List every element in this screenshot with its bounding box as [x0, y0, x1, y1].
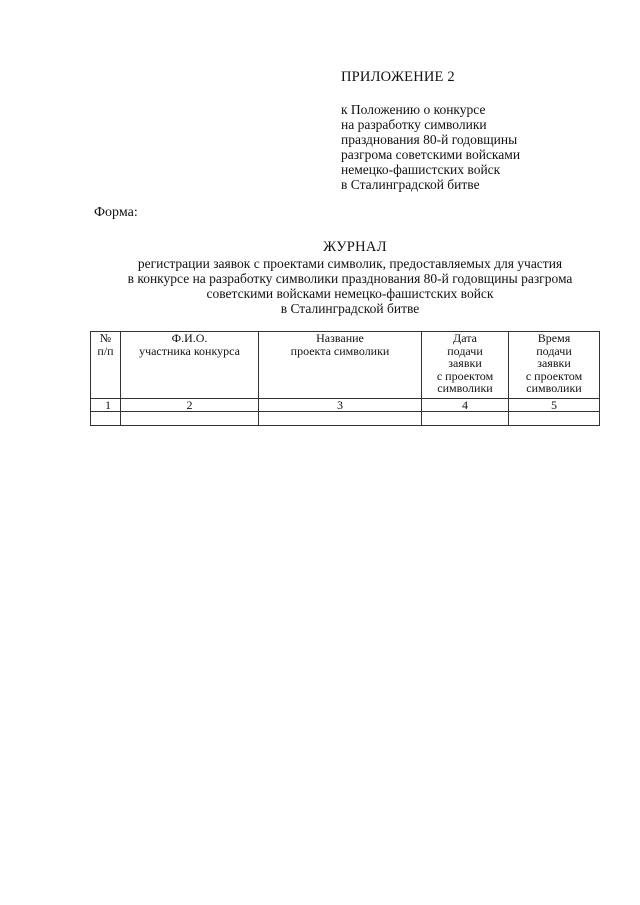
- column-number-cell: 5: [509, 399, 600, 412]
- appendix-line: в Сталинградской битве: [341, 177, 480, 192]
- journal-heading: [60, 240, 640, 316]
- header-text: проекта символики: [290, 343, 390, 358]
- empty-cell: [422, 412, 509, 426]
- appendix-line: к Положению о конкурсе: [341, 102, 486, 117]
- header-text: символики: [437, 381, 493, 395]
- empty-cell: [259, 412, 422, 426]
- header-text: Название: [316, 331, 364, 345]
- header-text: подачи: [536, 343, 572, 358]
- form-label: Форма:: [94, 205, 138, 220]
- journal-description: [60, 256, 640, 316]
- header-text: участника конкурса: [139, 343, 240, 358]
- header-text: заявки: [537, 356, 571, 370]
- column-number-cell: 3: [259, 399, 422, 412]
- appendix-block: [341, 70, 601, 192]
- column-number-cell: 2: [121, 399, 259, 412]
- registration-table: [90, 331, 600, 426]
- appendix-line: на разработку символики: [341, 117, 487, 132]
- header-cell-date: [422, 332, 509, 399]
- appendix-reference: [341, 102, 601, 192]
- header-text: символики: [526, 381, 582, 395]
- header-text: с проектом: [525, 368, 583, 383]
- header-text: №: [99, 331, 112, 345]
- empty-cell: [509, 412, 600, 426]
- empty-cell: [121, 412, 259, 426]
- appendix-line: празднования 80-й годовщины: [341, 132, 518, 147]
- header-text: п/п: [97, 343, 114, 358]
- header-text: с проектом: [436, 368, 494, 383]
- header-text: Дата: [453, 331, 477, 345]
- journal-line: советскими войсками немецко-фашистских войск: [206, 286, 494, 301]
- journal-title: ЖУРНАЛ: [323, 239, 387, 255]
- header-cell-participant: [121, 332, 259, 399]
- appendix-title: ПРИЛОЖЕНИЕ 2: [341, 69, 455, 85]
- appendix-line: немецко-фашистских войск: [341, 162, 501, 177]
- table-row: [91, 412, 600, 426]
- journal-line: регистрации заявок с проектами символик, предоставляемых для участия: [137, 256, 563, 271]
- column-number-cell: 4: [422, 399, 509, 412]
- appendix-line: разгрома советскими войсками: [341, 147, 521, 162]
- header-cell-number: [91, 332, 121, 399]
- table-header-row: [91, 332, 600, 399]
- journal-line: в Сталинградской битве: [280, 301, 420, 316]
- header-text: подачи: [447, 343, 483, 358]
- header-text: Время: [537, 331, 571, 345]
- journal-line: в конкурсе на разработку символики празднования 80-й годовщины разгрома: [127, 271, 573, 286]
- column-number-row: [91, 399, 600, 412]
- header-cell-project: [259, 332, 422, 399]
- empty-cell: [91, 412, 121, 426]
- header-text: Ф.И.О.: [171, 331, 208, 345]
- header-text: заявки: [448, 356, 482, 370]
- column-number-cell: 1: [91, 399, 121, 412]
- header-cell-time: [509, 332, 600, 399]
